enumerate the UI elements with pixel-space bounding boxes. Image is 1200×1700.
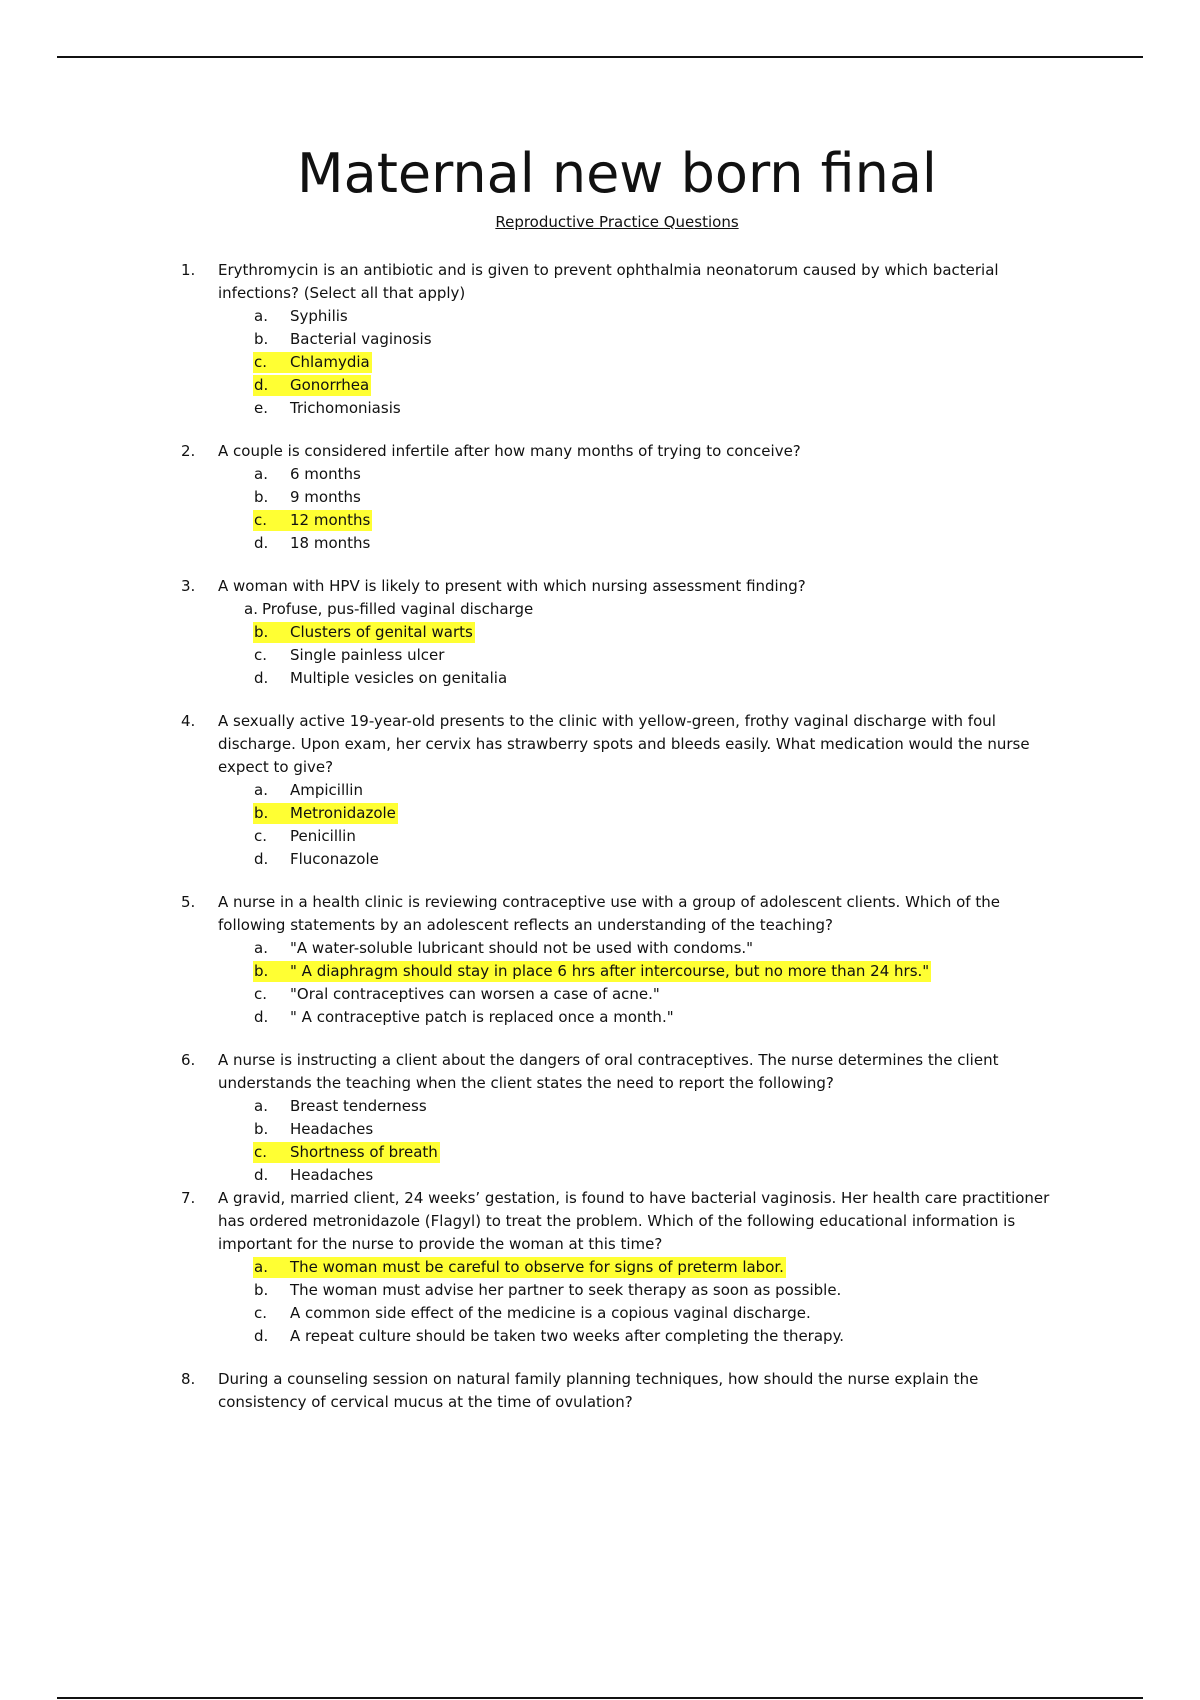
option-text: A repeat culture should be taken two weeks after completing the therapy.: [290, 1327, 845, 1345]
answer-option: [0, 644, 1200, 667]
answer-option: [0, 1095, 1200, 1118]
answer-option-correct: [0, 960, 1200, 983]
option-text: Single painless ulcer: [290, 646, 445, 664]
answer-option-correct: [0, 1141, 1200, 1164]
question-item: [0, 1049, 1200, 1187]
option-text: Bacterial vaginosis: [290, 330, 432, 348]
question-item: [0, 1368, 1200, 1414]
option-text: Fluconazole: [290, 850, 379, 868]
option-letter: a.: [254, 307, 268, 325]
option-text: 18 months: [290, 534, 371, 552]
option-text: " A diaphragm should stay in place 6 hrs after intercourse, but no more than 24 hrs.": [290, 962, 930, 980]
question-item: [0, 710, 1200, 871]
answer-option: [0, 1118, 1200, 1141]
answer-option-correct: [0, 1256, 1200, 1279]
option-text: Syphilis: [290, 307, 348, 325]
option-text: Metronidazole: [290, 804, 396, 822]
option-text: A common side effect of the medicine is a copious vaginal discharge.: [290, 1304, 811, 1322]
question-number: 8.: [181, 1370, 196, 1388]
option-letter: d.: [254, 1008, 269, 1026]
header-rule: [57, 56, 1143, 58]
option-text: Breast tenderness: [290, 1097, 427, 1115]
answer-option: [0, 486, 1200, 509]
option-text: Clusters of genital warts: [290, 623, 473, 641]
question-text: A couple is considered infertile after how many months of trying to conceive?: [218, 442, 801, 460]
question-item: [0, 1187, 1200, 1348]
document-subtitle: Reproductive Practice Questions: [495, 213, 739, 231]
option-letter: b.: [254, 623, 269, 641]
question-list: [0, 259, 1200, 1434]
answer-option: [0, 848, 1200, 871]
answer-options: [0, 937, 1200, 1029]
question-item: [0, 440, 1200, 555]
option-letter: d.: [254, 1166, 269, 1184]
answer-option: [0, 532, 1200, 555]
answer-option: [0, 305, 1200, 328]
option-letter: a.: [244, 600, 258, 618]
option-letter: d.: [254, 669, 269, 687]
option-text: Trichomoniasis: [290, 399, 401, 417]
question-number: 7.: [181, 1189, 196, 1207]
answer-option: [0, 1006, 1200, 1029]
question-number: 4.: [181, 712, 196, 730]
question-text: A sexually active 19-year-old presents to the clinic with yellow-green, frothy vaginal discharge with foul discharge. Upon exam, her cervix has strawberry spots and bleeds easily. What medication would the nurse expect to give?: [218, 712, 1030, 776]
question-text: A woman with HPV is likely to present with which nursing assessment finding?: [218, 577, 806, 595]
answer-option: [0, 983, 1200, 1006]
question-number: 2.: [181, 442, 196, 460]
option-text: Gonorrhea: [290, 376, 370, 394]
question-item: [0, 259, 1200, 420]
option-letter: b.: [254, 330, 269, 348]
option-letter: a.: [254, 781, 268, 799]
option-text: Chlamydia: [290, 353, 370, 371]
question-number: 3.: [181, 577, 196, 595]
question-text: Erythromycin is an antibiotic and is given to prevent ophthalmia neonatorum caused by which bacterial infections? (Select all that apply): [218, 261, 999, 302]
option-letter: a.: [254, 1097, 268, 1115]
answer-option: [0, 1279, 1200, 1302]
option-text: Shortness of breath: [290, 1143, 438, 1161]
answer-option: [0, 328, 1200, 351]
answer-option-correct: [0, 351, 1200, 374]
option-letter: a.: [254, 465, 268, 483]
answer-option-correct: [0, 374, 1200, 397]
option-letter: b.: [254, 488, 269, 506]
question-number: 5.: [181, 893, 196, 911]
answer-option: [0, 1164, 1200, 1187]
option-text: Multiple vesicles on genitalia: [290, 669, 508, 687]
option-letter: a.: [254, 939, 268, 957]
option-text: "Oral contraceptives can worsen a case of acne.": [290, 985, 660, 1003]
option-text: The woman must advise her partner to seek therapy as soon as possible.: [290, 1281, 842, 1299]
answer-option: [0, 463, 1200, 486]
answer-option-correct: [0, 509, 1200, 532]
answer-options: [0, 1095, 1200, 1187]
option-text: 12 months: [290, 511, 371, 529]
answer-option-correct: [0, 621, 1200, 644]
option-letter: b.: [254, 962, 269, 980]
option-text: Headaches: [290, 1120, 374, 1138]
option-text: Penicillin: [290, 827, 356, 845]
option-letter: b.: [254, 1120, 269, 1138]
question-item: [0, 891, 1200, 1029]
option-letter: c.: [254, 1143, 268, 1161]
question-number: 6.: [181, 1051, 196, 1069]
option-letter: d.: [254, 1327, 269, 1345]
option-letter: c.: [254, 985, 268, 1003]
option-letter: d.: [254, 850, 269, 868]
question-number: 1.: [181, 261, 196, 279]
option-letter: e.: [254, 399, 268, 417]
option-letter: c.: [254, 1304, 268, 1322]
option-text: Profuse, pus-filled vaginal discharge: [262, 600, 534, 618]
option-letter: d.: [254, 376, 269, 394]
option-text: Ampicillin: [290, 781, 363, 799]
question-text: A nurse in a health clinic is reviewing contraceptive use with a group of adolescent clients. Which of the following statements by an adolescent reflects an understanding of the teaching?: [218, 893, 1000, 934]
option-letter: d.: [254, 534, 269, 552]
option-text: The woman must be careful to observe for signs of preterm labor.: [290, 1258, 784, 1276]
document-title: Maternal new born final: [297, 142, 937, 205]
question-text: A gravid, married client, 24 weeks’ gestation, is found to have bacterial vaginosis. Her health care practitioner has ordered metronidazole (Flagyl) to treat the problem. Which of the following educational information is important for the nurse to provide the woman at this time?: [218, 1189, 1050, 1253]
answer-option: [0, 1325, 1200, 1348]
option-letter: c.: [254, 827, 268, 845]
option-text: " A contraceptive patch is replaced once a month.": [290, 1008, 674, 1026]
answer-options: [0, 305, 1200, 420]
footer-rule: [57, 1697, 1143, 1699]
option-letter: b.: [254, 804, 269, 822]
answer-option: [0, 598, 1200, 621]
answer-option: [0, 667, 1200, 690]
option-letter: a.: [254, 1258, 268, 1276]
answer-option: [0, 397, 1200, 420]
option-letter: c.: [254, 646, 268, 664]
option-letter: c.: [254, 353, 268, 371]
option-letter: b.: [254, 1281, 269, 1299]
answer-option: [0, 1302, 1200, 1325]
answer-options: [0, 779, 1200, 871]
question-text: A nurse is instructing a client about the dangers of oral contraceptives. The nurse determines the client understands the teaching when the client states the need to report the following?: [218, 1051, 999, 1092]
question-item: [0, 575, 1200, 690]
option-letter: c.: [254, 511, 268, 529]
option-text: "A water-soluble lubricant should not be used with condoms.": [290, 939, 754, 957]
answer-options: [0, 598, 1200, 690]
answer-options: [0, 463, 1200, 555]
option-text: 9 months: [290, 488, 361, 506]
answer-option-correct: [0, 802, 1200, 825]
answer-option: [0, 779, 1200, 802]
option-text: 6 months: [290, 465, 361, 483]
option-text: Headaches: [290, 1166, 374, 1184]
answer-option: [0, 937, 1200, 960]
answer-options: [0, 1256, 1200, 1348]
question-text: During a counseling session on natural family planning techniques, how should the nurse explain the consistency of cervical mucus at the time of ovulation?: [218, 1370, 979, 1411]
answer-option: [0, 825, 1200, 848]
